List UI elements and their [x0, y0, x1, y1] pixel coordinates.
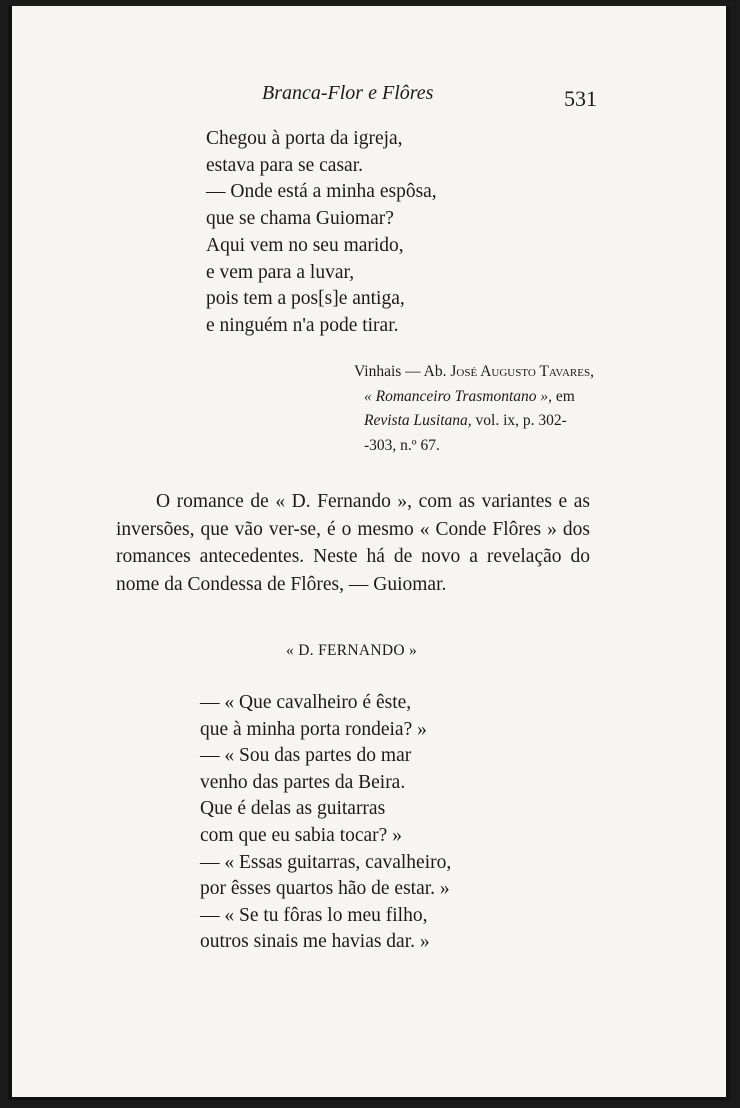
citation-em: em [555, 387, 575, 405]
verse-line: que se chama Guiomar? [206, 208, 394, 230]
verse-line: Que é delas as guitarras [200, 798, 386, 820]
book-page [8, 6, 730, 1100]
verse-line: outros sinais me havias dar. » [200, 931, 430, 953]
verse-line: — « Essas guitarras, cavalheiro, [200, 851, 452, 873]
verse-line: e vem para a luvar, [206, 261, 355, 283]
body-paragraph: O romance de « D. Fernando », com as variantes e as inversões, que vão ver-se, é o mesmo « Conde Flôres » dos romances antecedentes. Neste há de novo a revelação do nome da Condessa de Flôres, — Guiomar. [116, 491, 590, 595]
page-number: 531 [564, 86, 597, 111]
citation-place: Vinhais — Ab. [354, 363, 447, 380]
source-citation [354, 360, 602, 458]
verse-line: Aqui vem no seu marido, [206, 234, 404, 256]
section-title: « D. FERNANDO » [286, 642, 418, 659]
citation-author: José Augusto Tavares, [450, 363, 594, 380]
verse-line: — Onde está a minha espôsa, [206, 181, 437, 203]
running-header-title: Branca-Flor e Flôres [262, 82, 434, 104]
verse-line: por êsses quartos hão de estar. » [200, 878, 450, 900]
verse-line: Chegou à porta da igreja, [206, 128, 403, 149]
citation-journal: Revista Lusitana, [364, 412, 472, 429]
citation-line-1 [354, 360, 602, 385]
verse-line: venho das partes da Beira. [200, 771, 406, 793]
citation-line-4 [354, 434, 602, 459]
verse-line: estava para se casar. [206, 154, 363, 176]
verse-line: com que eu sabia tocar? » [200, 824, 402, 846]
citation-volume: vol. ix, p. 302- [475, 412, 567, 429]
citation-line-3 [354, 409, 602, 434]
verse-line: — « Sou das partes do mar [200, 745, 412, 767]
citation-work: « Romanceiro Trasmontano », [364, 387, 553, 405]
verse-line: pois tem a pos[s]e antiga, [206, 288, 405, 310]
poem-stanza-1 [206, 126, 437, 340]
verse-line: — « Que cavalheiro é êste, [200, 692, 412, 713]
verse-line: e ninguém n'a pode tirar. [206, 314, 399, 336]
citation-line-2 [354, 385, 602, 410]
citation-pages: -303, n.º 67. [364, 436, 440, 454]
poem-stanza-2 [200, 690, 451, 956]
verse-line: que à minha porta rondeia? » [200, 718, 427, 740]
verse-line: — « Se tu fôras lo meu filho, [200, 904, 428, 926]
